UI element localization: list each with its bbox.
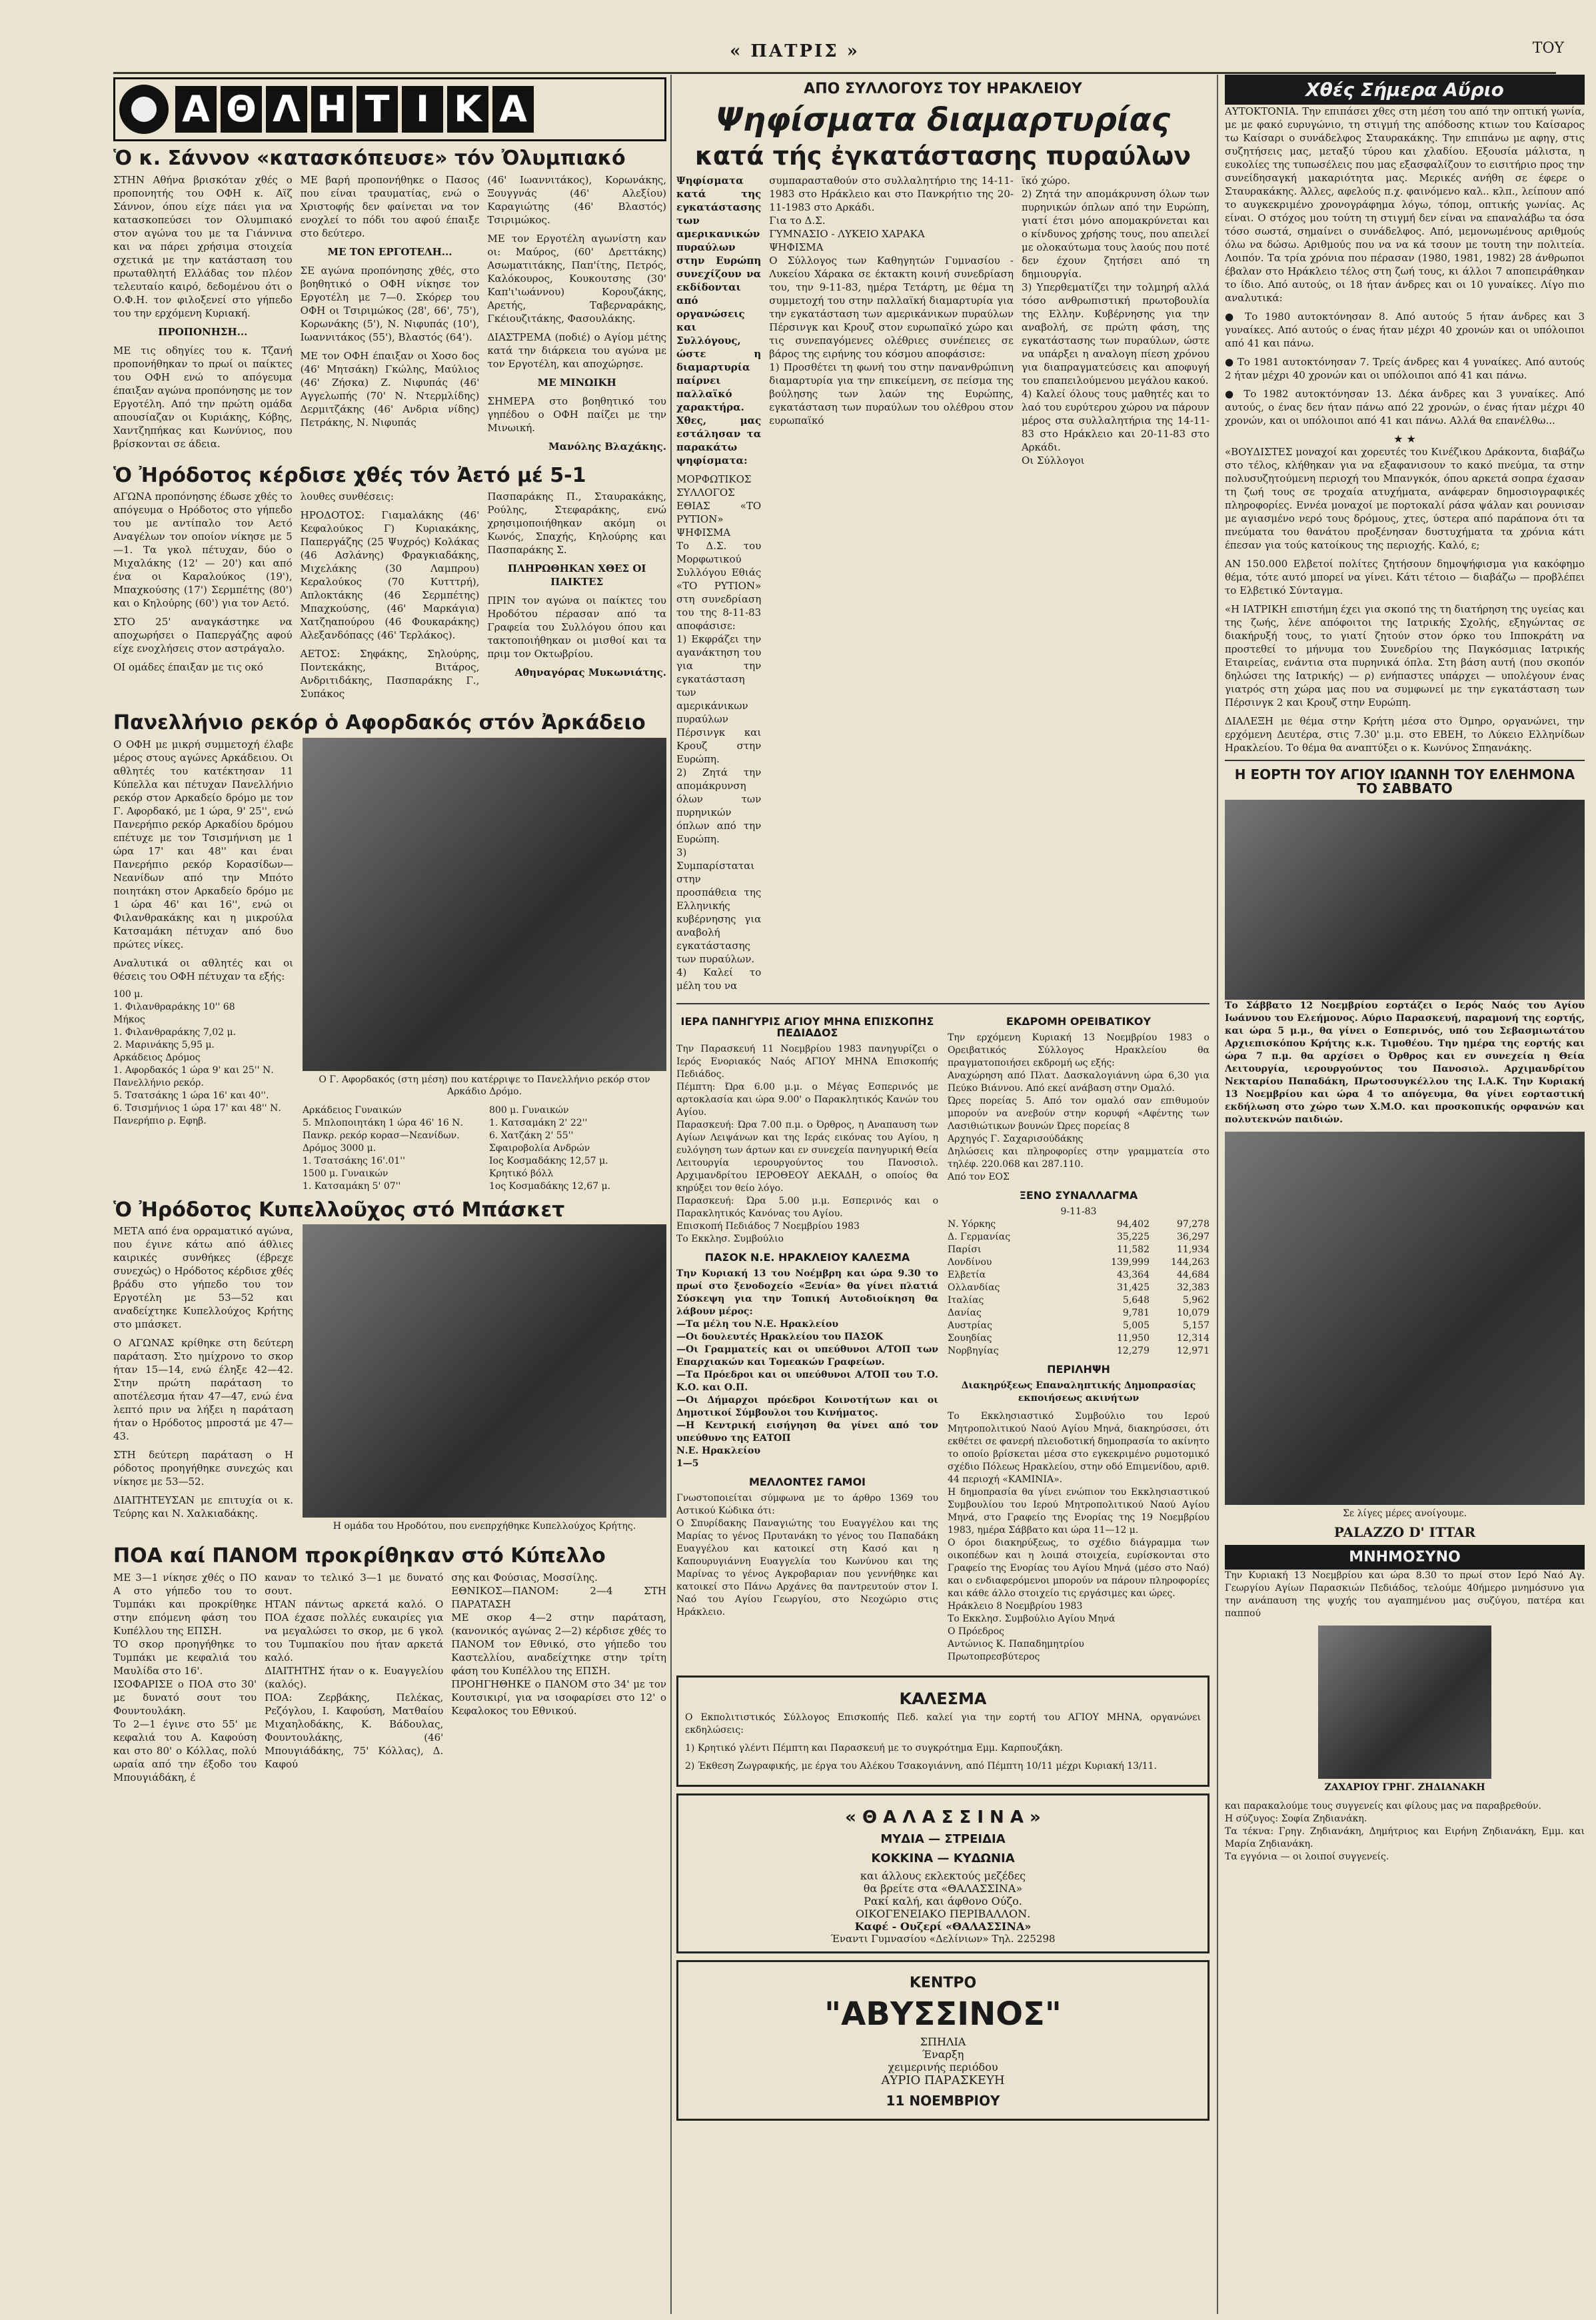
article-body: [113, 738, 666, 1193]
results-list: [489, 1104, 666, 1193]
divider: [676, 1003, 1209, 1004]
exchange-row: [948, 1294, 1209, 1307]
logo-letter: Θ: [221, 86, 262, 133]
article-title: Ὁ Ἠρόδοτος κέρδισε χθές τόν Ἀετό μέ 5-1: [113, 463, 586, 487]
exchange-row: [948, 1345, 1209, 1358]
center-section: [676, 75, 1209, 2314]
paragraph: ΣΤΟ 25' αναγκάστηκε να αποχωρήσει ο Παπεργάζης αφού είχε ενοχλήσεις στον αστράγαλο.: [113, 616, 293, 654]
ad-line: Έναντι Γυμνασίου «Δελίνιων» Τηλ. 225298: [830, 1933, 1056, 1945]
page-number: ΤΟΥ: [1532, 40, 1564, 57]
divider: [1225, 760, 1585, 761]
photo-caption: Η ομάδα του Ηροδότου, που ενεπρχήθηκε Κυπελλούχος Κρήτης.: [333, 1521, 636, 1532]
paragraph: «ΒΟΥΔΙΣΤΕΣ μοναχοί και χορευτές του Κινέζικου Δράκοντα, διαβάζω στο τέλος, κλήθηκαν για να εξαφανισουν το κακό πνεύμα, τα στην πολυσυζητούμενη περιοχή του Μπανγκόκ, όπου αρκετά σοπρα έχασαν τη ζωή τους σε τροχαία ατυχήματα, ανάφεραν δημοσιογραφικές πληροφορίες. Εννέα μοναχοί με πορτοκαλί ράσα ψάλαν και ρουνισαν με αγιασμένο νερό τους δρόμους, χτες, ύστερα από παράπονα ότι τα πνεύματα του θανάτου προξένησαν δυστυχήματα τα χρόνια κάτι έπεσαν για τούς κατοίκους της περιοχής. Καλό, ε;: [1225, 446, 1585, 551]
buy-rate: 31,425: [1117, 1282, 1150, 1293]
section-title: ΜΝΗΜΟΣΥΝΟ: [1225, 1545, 1585, 1570]
paragraph: ΜΕ τις οδηγίες του κ. Τζανή προπονήθηκαν το πρωί οι παίκτες του ΟΦΗ ενώ το απόγευμα έπαιξαν αγώνα προπόνησης με τον Εργοτέλη. Από την πρώτη ομάδα απουσίαζαν οι Κυριάκης, Κόβης, Χαντζηπήκας και Κωνύνιος, που βρίσκονται σε άδεια.: [113, 344, 293, 450]
masthead: « ΠΑΤΡΙΣ »: [730, 41, 860, 61]
exchange-row: [948, 1231, 1209, 1244]
exchange-row: [948, 1269, 1209, 1282]
football-icon: [119, 85, 169, 134]
result-line: 6. Τσισμήνιος 1 ώρα 17' και 48'' Ν. Πανερήπιο ρ. Εφηβ.: [113, 1102, 281, 1126]
sell-rate: 5,962: [1182, 1294, 1209, 1306]
sell-rate: 144,263: [1171, 1256, 1209, 1268]
paragraph: ΑΝ 150.000 Ελβετοί πολίτες ζητήσουν δημοψήφισμα για κακόφημο θέμα, τότε αυτό μπορεί να γίνει. Κάτι τέτοιο — διαβάζω — προβλέπει το Ελβετικό Σύνταγμα.: [1225, 558, 1585, 596]
ad-text: 2) Έκθεση Ζωγραφικής, με έργα του Αλέκου Τσακογιάννη, από Πέμπτη 10/11 μέχρι Κυριακή 13/11.: [685, 1760, 1158, 1771]
byline: Αθηναγόρας Μυκωνιάτης.: [514, 666, 666, 678]
buy-rate: 5,648: [1122, 1294, 1150, 1306]
sell-rate: 36,297: [1177, 1231, 1209, 1242]
sell-rate: 12,971: [1177, 1345, 1209, 1356]
notice-text: Το Εκκλησιαστικό Συμβούλιο του Ιερού Μητροπολιτικού Ναού Αγίου Μηνά, διακηρύσσει, ότι εκθέτει σε φανερή πλειοδοτική δημοπρασία το ακίνητο το οποίο βρίσκεται μέσα στο εγκεκριμένο ρυμοτομικό σχέδιο Πόλεως Ηρακλείου, στην οδό Επιμενίδου, αριθ. 44 περιοχή «ΚΑΜΙΝΙΑ». Η δημοπρασία θα γίνει ενώπιον του Εκκλησιαστικού Συμβουλίου του Ιερού Μητροπολιτικού Ναού Αγίου Μηνά, στο Γραφείο της Ενορίας της 19 Νοεμβρίου 1983, ημέρα Σάββατο και ώρα 11—12 μ. Ο όροι διακηρύξεως, το σχέδιο διάγραμμα των οικοπέδων και η λοιπά στοιχεία, ευρίσκονται στο Γραφείο της Ενορίας του Αγίου Μηνά (μέσο στο Ναό) και ο ενδιαφερόμενοι μπορούν να πάρουν πληροφορίες και κάθε άλλο στοιχείο τις εργάσιμες και ώρες. Ηράκλειο 8 Νοεμβρίου 1983 Το Εκκλησ. Συμβούλιο Αγίου Μηνά Ο Πρόεδρος Αντώνιος Κ. Παπαδημητρίου Πρωτοπρεσβύτερος: [948, 1410, 1209, 1662]
logo-letter: Λ: [266, 86, 307, 133]
protest-title: Ψηφίσματα διαμαρτυρίας: [715, 101, 1171, 139]
paragraph: ΜΕ βαρή προπονήθηκε ο Πασος που είναι τραυματίας, ενώ ο Χριστοφής δεν φαίνεται να τον ενοχλεί το πόδι του αφού έπαιξε στο δεύτερο.: [300, 173, 480, 239]
ad-line: και άλλους εκλεκτούς μεζέδες: [860, 1869, 1026, 1883]
result-line: Δρόμος 3000 μ.: [303, 1142, 377, 1154]
sports-section: [113, 75, 666, 2314]
buy-rate: 43,364: [1117, 1269, 1150, 1280]
result-line: 1. Κατσαμάκη 5' 07'': [303, 1180, 401, 1192]
result-line: 5. Τσατσάκης 1 ώρα 16' και 40''.: [113, 1090, 269, 1101]
sell-rate: 11,934: [1177, 1244, 1209, 1255]
top-rule: [113, 72, 1556, 74]
ad-line: Ρακί καλή, και άφθονο Ούζο.: [864, 1895, 1022, 1908]
currency-name: Ν. Υόρκης: [948, 1218, 996, 1230]
logo-letter: Α: [175, 86, 217, 133]
column-rule: [1217, 75, 1218, 2314]
result-line: 800 μ. Γυναικών: [489, 1104, 569, 1116]
currency-name: Ολλανδίας: [948, 1282, 1000, 1293]
arch-photo: [1225, 1132, 1585, 1505]
paragraph: ΔΙΑΣΤΡΕΜΑ (ποδιέ) ο Αγίομ μέτης κατά την διάρκεια του αγώνα με τον Εργοτέλη, και αποχώρησε.: [487, 331, 666, 370]
newspaper-page: [13, 0, 1585, 2320]
paragraph: ΜΕ τον ΟΦΗ έπαιξαν οι Χοσο δος (46' Μητσάκη) Γκώλης, Μαύλιος (46' Ζήσκα) Ζ. Νιφυπάς (46' Αγγελωπής (70' Ν. Ντερμλίδης) Δερμιτζάκης (46' Ανδρια νίδης) Πετράκης, Ν. Νιφυπάς: [300, 349, 480, 429]
article-title: Πανελλήνιο ρεκόρ ὁ Αφορδακός στόν Ἀρκάδειο: [113, 711, 646, 734]
paragraph: ● Το 1981 αυτοκτόνησαν 7. Τρείς άνδρες και 4 γυναίκες. Από αυτούς 2 ήταν μέχρι 40 χρονών και οι υπόλοιποι από 41 και πάνω.: [1225, 356, 1585, 381]
paragraph: «Η ΙΑΤΡΙΚΗ επιστήμη έχει για σκοπό της τη διατήρηση της υγείας και της ζωής, λένε απόφοιτοι της Ιατρικής Σχολής, εξηγώντας σε διακήρυξή τους, το γιατί ζητούν στον όρκο του Ιπποκράτη να προστεθεί το μήνυμα του Συνεδρίου της Παγκόσμιας Ιατρικής Εταιρείας, ενάντια στα πυρηνικά όπλα. Στη βάση αυτή (που σκοπόν δηλώσει της Ιατρικής) — ρ) ενήπαστες υπάρχει — υπολέγουν ένας γιατρός στη χώρα μας που να συμφωνεί με την εγκατάσταση των Πέρσινγκ 2 και Κρουζ στην Ευρώπη.: [1225, 603, 1585, 708]
result-line: 2. Μαρινάκης 5,95 μ.: [113, 1039, 215, 1050]
buy-rate: 9,781: [1122, 1307, 1150, 1318]
logo-letter: Η: [311, 86, 353, 133]
paragraph: ΔΙΑΛΕΞΗ με θέμα στην Κρήτη μέσα στο Όμηρο, οργανώνει, την ερχόμενη Δευτέρα, στις 7.30' μ.μ. στο ΕΒΕΗ, το Λύκειο Ελληνίδων Ηρακλείου. Το θέμα θα αναπτύξει ο κ. Κωνύνος Σπηανάκης.: [1225, 715, 1585, 754]
article-body: [113, 490, 666, 706]
exchange-row: [948, 1282, 1209, 1294]
result-line: 1. Αφορδακός 1 ώρα 9' και 25'' Ν. Πανελλήνιο ρεκόρ.: [113, 1064, 274, 1088]
ad-line: 11 ΝΟΕΜΒΡΙΟΥ: [886, 2092, 1000, 2109]
result-line: Αρκάδειος Δρόμος: [113, 1052, 201, 1063]
paragraph: ΜΟΡΦΩΤΙΚΟΣ ΣΥΛΛΟΓΟΣ ΕΘΙΑΣ «ΤΟ ΡΥΤΙΟΝ» ΨΗΦΙΣΜΑ Το Δ.Σ. του Μορφωτικού Συλλόγου Εθιάς «ΤΟ ΡΥΤΙΟΝ» στη συνεδρίαση του της 8-11-83 αποφάσισε: 1) Εκφράζει την αγανάκτηση του για την εγκατάσταση των αμερικάνικων πυραύλων Πέρσινγκ και Κρουζ στην Ευρώπη. 2) Ζητά την απομάκρυνση όλων των πυρηνικών όπλων από την Ευρώπη. 3) Συμπαρίσταται στην προσπάθεια της Ελληνικής κυβέρνησης για αναβολή εγκατάστασης των πυραύλων. 4) Καλεί το μέλη του να: [676, 473, 762, 992]
notice-text: Την ερχόμενη Κυριακή 13 Νοεμβρίου 1983 ο Ορειβατικός Σύλλογος Ηρακλείου θα πραγματοποιήσει εκδρομή ως εξής: Αναχώρηση από Πλατ. Δασκαλογιάννη ώρα 6,30 για Πεύκο Βιάννου. Από εκεί ανάβαση στην Ομαλό. Ώρες πορείας 5. Από τον ομαλό σαν επιθυμούν μπορούν να ανεβούν στην κορυφή «Αφέντης των Λασιθιώτικων βουνών Ώρες πορείας 8 Αρχηγός Γ. Σαχαρισούδάκης Δηλώσεις και πληροφορίες στην γραμματεία στο τηλέφ. 220.068 και 287.110. Από τον ΕΟΣ: [948, 1032, 1209, 1183]
exchange-row: [948, 1332, 1209, 1345]
paragraph: ΑΓΩΝΑ προπόνησης έδωσε χθές το απόγευμα ο Ηρόδοτος στο γήπεδο του με αντίπαλο τον Αετό Αναγέλων τον οποίον νίκησε με 5—1. Τα γκολ πέτυχαν, δύο ο Μιχαλάκης (12' — 20') και από ένα οι Καραλούκος (19'), Μπαχκούσης (17') Σερμπέτης (80') και ο Κηλούρης (60') για τον Αετό.: [113, 491, 293, 609]
subheading: ΠΛΗΡΩΘΗΚΑΝ ΧΘΕΣ ΟΙ ΠΑΙΚΤΕΣ: [507, 563, 646, 588]
result-line: 5. Μπλοποιητάκη 1 ώρα 46' 16 Ν. Πανκρ. ρεκόρ κορασ—Νεανίδων.: [303, 1117, 463, 1141]
team-photo: [303, 1224, 666, 1518]
logo-letter: Α: [492, 86, 534, 133]
sports-logo-letters: [175, 86, 534, 133]
result-line: Σφαιροβολία Ανδρών: [489, 1142, 590, 1154]
ad-title: "ΑΒΥΣΣΙΝΟΣ": [824, 1995, 1062, 2033]
paragraph: ΑΥΤΟΚΤΟΝΙΑ. Την επιπάσει χθες στη μέση του από την οπτική γωνία, με με φακό ευρυγώνιο, τη στιγμή της απόδοσης κτιων του Καίσαρος τω Καίσαρι ο συνάδελφος Σταυρακάκης. Την επιπάνω με αφηγ, στις συζητήσεις μας, μεταξύ τύρου και χλαδίου. Εξουσία μάλιστα, η ευκολίες της τυπωσέλεις που μας εξασφαλίζουν το εισιτήριο προς την συνείδησαγκή μακαριότητα μας. Μερικές ανήθη σε έφερε ο Σταυρακάκης. Άλλες, αφελούς π.χ. φαινόμενο καλ.. κλπ., λείπουν από το αυγκεκριμένο χρονογράφημα λόγω, τόπομ, οπτικής γωνίας. Ας είναι. Ο στόχος μου τούτη τη στιγμή δεν είναι να επαναλάβω τα όσα τόσο σωστά, σημαίνει ο συνάδελφος. Από, μεμονωμένους αριθμούς όλω να δώσω. Αριθμούς που να να κά τσουν με τουτη την πολιτεία. Λοιπόν. Τα τρία χρόνια που πέρασαν (1980, 1981, 1982) 28 άνθρωποι έβαλαν στο Ηράκλειο τέλος στη ζωή τους, κι άλλοι 7 αποπειράθηκαν το ίδιο. Από αυτούς, οι 18 ήταν άνδρες και οι 10 γυναίκες. Λίγο πιο αναλυτικά:: [1225, 105, 1585, 304]
paragraph: καναν το τελικό 3—1 με δυνατό σουτ. ΗΤΑΝ πάντως αρκετά καλό. Ο ΠΟΑ έχασε πολλές ευκαιρίες για να μεγαλώσει το σκορ, με 6 γκολ του Τυμπακίου που ήταν αρκετά καλό. ΔΙΑΙΤΗΤΗΣ ήταν ο κ. Ευαγγελίου (καλός). ΠΟΑ: Ζερβάκης, Πελέκας, Ρεζόγλου, Ι. Καφούση, Ματθαίου Μιχαηλοδάκης, Κ. Βάδουλας, Φουντουλάκης, (46' Μπουγιάδάκης, 75' Κόλλας), Δ. Καφού: [265, 1571, 444, 1770]
paragraph: ΣΤΗΝ Αθήνα βρισκόταν χθές ο προπονητής του ΟΦΗ κ. Αϊζ Σάννον, όπου είχε πάει για να κατασκοπεύσει τον Ολυμπιακό στον αγώνα του με τα Γιάννινα και να πάρει χρήσιμα στοιχεία σχετικά με την κατάσταση του πρωταθλητή Ελλάδας τον πλέον τελευταίο καιρό, δεδομένου ότι ο Ο.Φ.Η. τον φιλοξενεί στο γήπεδο του την ερχόμενη Κυριακή.: [113, 173, 293, 319]
result-line: 6. Χατζάκη 2' 55'': [489, 1130, 574, 1141]
kicker: ΑΠΟ ΣΥΛΛΟΓΟΥΣ ΤΟΥ ΗΡΑΚΛΕΙΟΥ: [804, 81, 1082, 97]
notice-title: ΠΑΣΟΚ Ν.Ε. ΗΡΑΚΛΕΙΟΥ ΚΑΛΕΣΜΑ: [704, 1250, 910, 1264]
ad-line: ΜΥΔΙΑ — ΣΤΡΕΙΔΙΑ: [880, 1832, 1006, 1847]
paragraph: Την Κυριακή 13 Νοεμβρίου και ώρα 8.30 το πρωί στον Ιερό Ναό Αγ. Γεωργίου Αγίων Παρασκιών Πεδιάδος, τελούμε 40ήμερο μνημόσυνο για την ανάπαυση της ψυχής του αγαπημένου μας συζύγου, πατέρα και παππού: [1225, 1570, 1585, 1619]
paragraph: ΣΗΜΕΡΑ στο βοηθητικό του γηπέδου ο ΟΦΗ παίζει με την Μινωική.: [487, 395, 666, 434]
article-title: Ὁ Ἠρόδοτος Κυπελλοῦχος στό Μπάσκετ: [113, 1198, 565, 1222]
article-body: [113, 173, 666, 459]
ad-line: ΣΠΗΛΙΑ: [920, 2035, 966, 2048]
exchange-row: [948, 1218, 1209, 1231]
currency-name: Σουηδίας: [948, 1332, 992, 1344]
photo-caption: PALAZZO D' ITTAR: [1333, 1524, 1476, 1540]
paragraph: ΜΕ τον Εργοτέλη αγωνίστη καν οι: Μαύρος, (60' Δρεττάκης) Ασωματιτάκης, Παπ'ίτης, Πετρός, Καλόκουρος, Κουκουτσης (30' Καπ'ι'ιωάννου) Κορουζάκης, Αρετής, Ταβερναράκης, Γκέιουζιτάκης, Φασουλάκης.: [487, 232, 666, 325]
column-banner: Χθές Σήμερα Αὔριο: [1225, 75, 1585, 105]
notice-title: ΙΕΡΑ ΠΑΝΗΓΥΡΙΣ ΑΓΙΟΥ ΜΗΝΑ ΕΠΙΣΚΟΠΗΣ ΠΕΔΙΑΔΟΣ: [680, 1015, 934, 1040]
ad-title: « Θ Α Λ Α Σ Σ Ι Ν Α »: [845, 1807, 1041, 1827]
paragraph: ΗΡΟΔΟΤΟΣ: Γιαμαλάκης (46' Κεφαλούκος Γ) Κυριακάκης, Παπεργάζης (25 Ψυχρός) Κολάκας (46 Ασλάνης) Φραγκιαδάκης, Μιχελάκης (30 Λαμπρου) Κεραλούκος (70 Κυτττρή), Απλοκτάκης (46 Σερμπέτης) Μπαχκούσης, (46' Μαρκάγια) Χατζηαπούρου (46 Φουκαράκης) Αλεξανδόπαςς (46' Τερλάκος).: [300, 509, 480, 641]
exchange-table: [948, 1218, 1209, 1358]
sell-rate: 10,079: [1177, 1307, 1209, 1318]
sell-rate: 97,278: [1177, 1218, 1209, 1230]
exchange-row: [948, 1256, 1209, 1269]
currency-name: Παρίσι: [948, 1244, 982, 1255]
paragraph: ΜΕΤΑ από ένα ορραματικό αγώνα, που έγινε κάτω από άθλιες καιρικές συνθήκες (έβρεχε συνεχώς) ο Ηρόδοτος κέρδισε χθές βράδυ στο γήπεδο του τον Εργοτέλη με 53—52 και αναδείχτηκε Κυπελλούχος Κρήτης στο μπάσκετ.: [113, 1225, 293, 1330]
ad-text: 1) Κρητικό γλέντι Πέμπτη και Παρασκευή με το συγκρότημα Εμμ. Καρπουζάκη.: [685, 1742, 1063, 1753]
results-list: [113, 988, 293, 1128]
church-photo: [1225, 800, 1585, 1000]
ad-line: χειμερινής περιόδου: [888, 2060, 998, 2073]
paragraph: ● Το 1980 αυτοκτόνησαν 8. Από αυτούς 5 ήταν άνδρες και 3 γυναίκες. Από αυτούς ο ένας ήταν μέχρι 40 χρονών και οι υπόλοιποι από 41 και πάνω.: [1225, 311, 1585, 349]
sell-rate: 12,314: [1177, 1332, 1209, 1344]
paragraph: ΣΕ αγώνα προπόνησης χθές, στο βοηθητικό ο ΟΦΗ νίκησε τον Εργοτέλη με 7—0. Σκόρερ του ΟΦΗ οι Τσιριμώκος (28', 66', 75'), Κορωνάκης (5'), Ν. Νιφυπάς (10'), Ιωαννιτάκος (55'), Βλαστός (64').: [300, 264, 480, 343]
notice-title: ΜΕΛΛΟΝΤΕΣ ΓΑΜΟΙ: [748, 1475, 866, 1488]
logo-letter: Κ: [447, 86, 488, 133]
result-line: 1. Φιλανθραράκης 7,02 μ.: [113, 1026, 237, 1038]
portrait-photo: [1318, 1626, 1491, 1779]
subheading: ΜΕ ΤΟΝ ΕΡΓΟΤΕΛΗ...: [327, 245, 452, 258]
ad-line: Έναρξη: [922, 2047, 964, 2061]
exchange-date: 9-11-83: [1060, 1206, 1097, 1217]
logo-letter: Ι: [402, 86, 443, 133]
paragraph: (46' Ιωαννιτάκος), Κορωνάκης, Ξουγγνάς (46' Αλεξίου) Καραγιώτης (46' Βλαστός) Τσιριμώκος.: [487, 173, 666, 226]
ad-line: θα βρείτε στα «ΘΑΛΑΣΣΙΝΑ»: [863, 1882, 1023, 1895]
article-body: [113, 1571, 666, 1789]
results-list: [303, 1104, 480, 1193]
exchange-row: [948, 1244, 1209, 1256]
result-line: Κρητικό βόλλ: [489, 1168, 554, 1179]
paragraph: λουθες συνθέσεις:: [300, 491, 394, 503]
paragraph: ΣΤΗ δεύτερη παράταση ο Η ρόδοτος προηγήθηκε συνεχώς και νίκησε με 53—52.: [113, 1449, 293, 1488]
notice-subtitle: Διακηρύξεως Επαναληπτικής Δημοπρασίας εκποιήσεως ακινήτων: [961, 1380, 1196, 1404]
article-title: Ὁ κ. Σάννον «κατασκόπευσε» τόν Ὀλυμπιακό: [113, 147, 626, 170]
sell-rate: 5,157: [1182, 1320, 1209, 1331]
currency-name: Νορβηγίας: [948, 1345, 999, 1356]
result-line: 1500 μ. Γυναικών: [303, 1168, 389, 1179]
paragraph: ΑΕΤΟΣ: Σηφάκης, Σηλούρης, Ποντεκάκης, Βιτάρος, Ανδριτιδάκης, Πασπαράκης Γ., Συπάκος: [300, 648, 480, 700]
paragraph: ΜΕ 3—1 νίκησε χθές ο ΠΟ Α στο γήπεδο του το Τυμπάκι και προκρίθηκε στην επόμενη φάση του Κυπέλλου της ΕΠΣΗ. ΤΟ σκορ προηγήθηκε το Τυμπάκι με κεφαλιά του Μαυλίδα στο 16'. ΙΣΟΦΑΡΙΣΕ ο ΠΟΑ στο 30' με δυνατό σουτ του Φουντουλάκη. Το 2—1 έγινε στο 55' με κεφαλιά του Α. Καφούση και στο 80' ο Κόλλας, πολύ ωραία από την έξοδο του Μπουγιάδάκη, έ: [113, 1571, 257, 1783]
paragraph: Το Σάββατο 12 Νοεμβρίου εορτάζει ο Ιερός Ναός του Αγίου Ιωάννου του Ελεήμονος. Αύριο Παρασκευή, παραμονή της εορτής, και ώρα 5 μ.μ., θα γίνει ο Εσπερινός, υπό του Σεβασμιωτάτου Αρχιεπισκόπου Κρήτης κ.κ. Τιμοθέου. Την ημέρα της εορτής και ώρα 7 π.μ. θα αρχίσει ο Όρθρος και εν συνεχεία η Θεία Λειτουργία, ιερουργούντος του Πανοσιολ. Αρχιμανδρίτου Νεκταρίου Παπαδάκη, Πρωτοσυγκέλλου της Ι.Α.Κ. Την Κυριακή 13 Νοεμβρίου και ώρα 4 το απόγευμα, θα γίνει εορταστική εκδήλωση στο χώρο των Χ.Μ.Ο. και προσκοπικής ορφανών και πολυτεκνών παιδιών.: [1225, 1000, 1585, 1125]
currency-name: Αυστρίας: [948, 1320, 992, 1331]
paragraph: ΔΙΑΙΤΗΤΕΥΣΑΝ με επιτυχία οι κ. Τεύρης και Ν. Χαλκιαδάκης.: [113, 1494, 293, 1520]
result-line: 1. Τσατσάκης 16'.01'': [303, 1155, 405, 1166]
separator-stars: ★ ★: [1393, 433, 1416, 445]
byline: Μανόλης Βλαχάκης.: [548, 440, 666, 453]
buy-rate: 12,279: [1117, 1345, 1150, 1356]
result-line: 1. Φιλανθραράκης 10'' 68: [113, 1001, 235, 1012]
article-title: Η ΕΟΡΤΗ ΤΟΥ ΑΓΙΟΥ ΙΩΑΝΝΗ ΤΟΥ ΕΛΕΗΜΟΝΑ ΤΟ ΣΑΒΒΑΤΟ: [1234, 766, 1575, 796]
kalesma-ad: [676, 1676, 1209, 1787]
protest-subtitle: κατά τής ἐγκατάστασης πυραύλων: [694, 141, 1192, 171]
column-rule: [670, 75, 672, 2314]
thalassina-ad: [676, 1793, 1209, 1953]
ad-line: Καφέ - Ουζερί «ΘΑΛΑΣΣΙΝΑ»: [854, 1920, 1032, 1933]
exchange-title: ΞΕΝΟ ΣΥΝΑΛΛΑΓΜΑ: [1019, 1189, 1138, 1202]
buy-rate: 139,999: [1111, 1256, 1150, 1268]
ad-text: Ο Εκπολιτιστικός Σύλλογος Επισκοπής Πεδ. καλεί για την εορτή του ΑΓΙΟΥ ΜΗΝΑ, οργανώνει εκδηλώσεις:: [685, 1712, 1201, 1736]
currency-name: Λονδίνου: [948, 1256, 992, 1268]
paragraph: συμπαρασταθούν στο συλλαλητήριο της 14-11-1983 στο Ηράκλειο και στο Πανκρήτιο της 20-11-1983 στο Αρκάδι. Για το Δ.Σ. ΓΥΜΝΑΣΙΟ - ΛΥΚΕΙΟ ΧΑΡΑΚΑ ΨΗΦΙΣΜΑ Ο Σύλλογος των Καθηγητών Γυμνασίου - Λυκείου Χάρακα σε έκτακτη κοινή συνεδρίαση του, την 9-11-83, ημέρα Τετάρτη, με θέμα τη συμμετοχή του στην παλλαϊκή διαμαρτυρία για την εγκατάσταση των αμερικάνικων πυραύλων Πέρσινγκ και Κρουζ στον ευρωπαϊκό χώρο και τις συνεπαγόμενες ολέθριες συνέπειες σε βάρος της ειρήνης του κόσμου αποφάσισε: 1) Προσθέτει τη φωνή του στην πανανθρώπινη διαμαρτυρία για την επικείμενη, σε πείσμα της βούλησης των λαών της Ευρώπης, εγκατάσταση των πυραύλων του ολέθρου στον ευρωπαϊκό: [769, 175, 1014, 427]
buy-rate: 11,582: [1117, 1244, 1150, 1255]
notice-text: Την Παρασκευή 11 Νοεμβρίου 1983 πανηγυρίζει ο Ιερός Ενοριακός Ναός ΑΓΙΟΥ ΜΗΝΑ Επισκοπής Πεδιάδος. Πέμπτη: Ώρα 6.00 μ.μ. ο Μέγας Εσπερινός με αρτοκλασία και ώρα 9.00' ο Παρακλητικός Κανών του Αγίου. Παρασκευή: Ώρα 7.00 π.μ. ο Όρθρος, η Αναπαυση των Αγίων Λειψάνων και της Ιεράς εικόνας του Αγίου, η ευλόγηση των άρτων και εν συνεχεία πανηγυρική Θεία Λειτουργία ιερουργούντος του Πανοσιολ. Αρχιμανδρίτου ΙΕΡΟΘΕΟΥ ΑΕΚΑΔΗ, ο οποίος θα κηρύξει τον θείο λόγο. Παρασκευή: Ώρα 5.00 μ.μ. Εσπερινός και ο Παρακλητικός Κανόνας του Αγίου. Επισκοπή Πεδιάδος 7 Νοεμβρίου 1983 Το Εκκλησ. Συμβούλιο: [676, 1043, 938, 1244]
sports-logo: [113, 77, 666, 141]
currency-name: Ελβετία: [948, 1269, 986, 1280]
ad-title: ΚΑΛΕΣΜΑ: [899, 1689, 987, 1708]
avyssinos-ad: [676, 1960, 1209, 2120]
subheading: ΜΕ ΜΙΝΩΙΚΗ: [537, 376, 616, 389]
photo-caption: Ο Γ. Αφορδακός (στη μέση) που κατέρριψε το Πανελλήνιο ρεκόρ στον Αρκάδιο Δρόμο.: [319, 1074, 650, 1097]
protest-body: [676, 174, 1209, 998]
currency-name: Δ. Γερμανίας: [948, 1231, 1011, 1242]
sell-rate: 44,684: [1177, 1269, 1209, 1280]
currency-name: Ιταλίας: [948, 1294, 984, 1306]
notice-title: ΕΚΔΡΟΜΗ ΟΡΕΙΒΑΤΙΚΟΥ: [1006, 1015, 1152, 1028]
exchange-row: [948, 1320, 1209, 1332]
photo-caption: Σε λίγες μέρες ανοίγουμε.: [1343, 1508, 1467, 1519]
buy-rate: 94,402: [1117, 1218, 1150, 1230]
paragraph: ΠΡΙΝ τον αγώνα οι παίκτες του Ηροδότου πέρασαν από τα Γραφεία του Συλλόγου όπου και τακτοποιήθηκαν οι μισθοί και τα πριμ τον Οκτωβρίου.: [487, 594, 666, 660]
lead-paragraph: Ψηφίσματα κατά της εγκατάστασης των αμερικανικών πυραύλων στην Ευρώπη συνεχίζουν να εκδίδονται από οργανώσεις και Συλλόγους, ώστε η διαμαρτυρία παίρνει παλλαϊκό χαρακτήρα. Χθες, μας εστάλησαν τα παρακάτω ψηφίσματα:: [676, 175, 762, 467]
paragraph: Ο ΑΓΩΝΑΣ κρίθηκε στη δεύτερη παράταση. Στο ημίχρονο το σκορ ήταν 15—14, ενώ έληξε 42—42. Στην πρώτη παράταση το αποτέλεσμα ήταν 47—47, ενώ ένα λεπτό πριν να λήξει η παράταση ήταν ο Ηρόδοτος μπροστά με 47—43.: [113, 1337, 293, 1442]
notice-text: Γνωστοποιείται σύμφωνα με το άρθρο 1369 του Αστικού Κώδικα ότι: Ο Σπυρίδακης Παναγιώτης του Ευαγγέλου και της Μαρίας το γένος Πρυτανάκη το γένος του Παπαδάκη Ευαγγέλου και κατοικεί στη Κασό και η Καπουρυγιάννη Ευαγγελία του Κωνύνου και της Μαρίνας το γένος Αγκροβαριαν που γεννήθηκε και κατοικεί στο Πάνω Αρχάνες θα παντρευτούν στον Ι. Ναό του Αγίου Γεωργίου, στο Νεοχώριο στις Ηράκλειο.: [676, 1492, 938, 1618]
buy-rate: 5,005: [1122, 1320, 1150, 1331]
paragraph: Αναλυτικά οι αθλητές και οι θέσεις του ΟΦΗ πέτυχαν τα εξής:: [113, 956, 293, 982]
sell-rate: 32,383: [1177, 1282, 1209, 1293]
article-body: [113, 1224, 666, 1539]
buy-rate: 35,225: [1117, 1231, 1150, 1242]
notices: [676, 1010, 1209, 1668]
currency-name: Δανίας: [948, 1307, 982, 1318]
exchange-row: [948, 1307, 1209, 1320]
paragraph: σης και Φούσιας, Μοσσίλης. ΕΘΝΙΚΟΣ—ΠΑΝΟΜ: 2—4 ΣΤΗ ΠΑΡΑΤΑΣΗ ΜΕ σκορ 4—2 στην παράταση, (κανονικός αγώνας 2—2) κέρδισε χθές το ΠΑΝΟΜ τον Εθνικό, στο γήπεδο του Καστελλίου, αναδείχτηκε στην τρίτη φάση του Κυπέλλου της ΕΠΣΗ. ΠΡΟΗΓΗΘΗΚΕ ο ΠΑΝΟΜ στο 34' με τον Κουτσικιρί, για να ισοφαρίσει στο 12' ο Κεφαλοκος του Εθνικού.: [451, 1571, 666, 1717]
paragraph: ΟΙ ομάδες έπαιξαν με τις οκό: [113, 661, 263, 673]
ad-line: ΑΥΡΙΟ ΠΑΡΑΣΚΕΥΗ: [881, 2073, 1005, 2087]
paragraph: Πασπαράκης Π., Σταυρακάκης, Ρούλης, Στεφαράκης, ενώ χρησιμοποιήθηκαν ακόμη οι Κωνός, Σπαχής, Κηλούρης και Πασπαράκης Σ.: [487, 491, 666, 556]
notice-title: ΠΕΡΙΛΗΨΗ: [1047, 1362, 1110, 1376]
photo-caption: ΖΑΧΑΡΙΟΥ ΓΡΗΓ. ΖΗΔΙΑΝΑΚΗ: [1324, 1782, 1485, 1793]
ad-line: ΟΙΚΟΓΕΝΕΙΑΚΟ ΠΕΡΙΒΑΛΛΟΝ.: [855, 1907, 1031, 1921]
paragraph: ● Το 1982 αυτοκτόνησαν 13. Δέκα άνδρες και 3 γυναίκες. Από αυτούς, ο ένας δεν ήταν πάνω από 22 χρονών, ο ένας ήταν μέχρι 40 χρονών, και οι υπόλοιποι από 41 και πάνω. Αλλά θα επανέλθω...: [1225, 388, 1585, 427]
result-line: 100 μ.: [113, 988, 143, 1000]
runner-photo: [303, 738, 666, 1071]
result-line: 1ος Κοσμαδάκης 12,67 μ.: [489, 1180, 611, 1192]
logo-letter: Τ: [357, 86, 398, 133]
notice-text: Την Κυριακή 13 του Νοέμβρη και ώρα 9.30 το πρωί στο ξενοδοχείο «Ξενία» θα γίνει πλατιά Σύσκεψη για την Τοπική Αυτοδιοίκηση θα λάβουν μέρος: —Τα μέλη του Ν.Ε. Ηρακλείου —Οι δουλευτές Ηρακλείου του ΠΑΣΟΚ —Οι Γραμματείς και οι υπεύθυνοι Α/ΤΟΠ των Επαρχιακών και Τομεακών Γραφείων. —Τα Πρόεδροι και οι υπεύθυνοι Α/ΤΟΠ του Τ.Ο. Κ.Ο. και Ο.Π. —Οι Δήμαρχοι πρόεδροι Κοινοτήτων και οι Δημοτικοί Σύμβουλοι του Κινήματος. —Η Κεντρική εισήγηση θα γίνει από τον υπεύθυνο της ΕΑΤΟΠ Ν.Ε. Ηρακλείου 1—5: [676, 1268, 938, 1469]
paragraph: και παρακαλούμε τους συγγενείς και φίλους μας να παραβρεθούν. Η σύζυγος: Σοφία Ζηδιανάκη. Τα τέκνα: Γρηγ. Ζηδιανάκη, Δημήτριος και Ειρήνη Ζηδιανάκη, Εμμ. και Μαρία Ζηδιανάκη. Τα εγγόνια — οι λοιποί συγγενείς.: [1225, 1801, 1585, 1862]
result-line: Αρκάδειος Γυναικών: [303, 1104, 402, 1116]
ad-line: ΚΕΝΤΡΟ: [909, 1975, 977, 1992]
article-title: ΠΟΑ καί ΠΑΝΟΜ προκρίθηκαν στό Κύπελλο: [113, 1544, 606, 1568]
result-line: 1. Κατσαμάκη 2' 22'': [489, 1117, 588, 1128]
paragraph: Ο ΟΦΗ με μικρή συμμετοχή έλαβε μέρος στους αγώνες Αρκάδειου. Οι αθλητές του κατέκτησαν 11 Κύπελλα και πέτυχαν Πανελλήνιο ρεκόρ στον Αρκαδείο δρόμο με τον Γ. Αφορδακό, με 1 ώρα, 9' 25'', ενώ Πανερήπιο ρεκόρ Αρκαδίου δρόμου επέτυχε με τον Τσισμήνιση με 1 ώρα 17' και 48'' και έναι Πανερήπιο ρεκόρ Κορασίδων—Νεανίδων από την Μπότο ποιητάκη στον Αρκαδείο δρόμο με 1 ώρα 46' και 16'', ενώ οι Φιλανθρακάκης και η μικρούλα Κατσαμάκη πέτυχαν από δυο πρώτες νίκες.: [113, 738, 293, 950]
result-line: Ιος Κοσμαδάκης 12,57 μ.: [489, 1155, 608, 1166]
subheading: ΠΡΟΠΟΝΗΣΗ...: [158, 325, 248, 338]
ad-line: ΚΟΚΚΙΝΑ — ΚΥΔΩΝΙΑ: [871, 1851, 1015, 1866]
buy-rate: 11,950: [1117, 1332, 1150, 1344]
result-line: Μήκος: [113, 1014, 145, 1025]
right-section: [1225, 75, 1585, 2314]
paragraph: ϊκό χώρο. 2) Ζητά την απομάκρυνση όλων των πυρηνικών όπλων από την Ευρώπη, γιατί έτσι μόνο απομακρύνεται και ο κίνδυνος χρήσης τους, που απειλεί με ολοκαύτωμα τους λαούς που ποτέ δεν έχουν ζητήσει από τη δημιουργία. 3) Υπερθεματίζει την τολμηρή αλλά τόσο ανθρωπιστική πρωτοβουλία της Ελλην. Κυβέρνησης για την αναβολή, σε πρώτη φάση, της εγκατάστασης των πυραύλων, ώστε να υπάρξει η αναλογη πίεση χρόνου για διαπραγματεύσεις και αποφυγή του επαπειλούμενου μεγάλου κακού. 4) Καλεί όλους τους μαθητές και το λαό του ευρύτερου χώρου να πάρουν μέρος στα συλλαλητήρια της 14-11-83 στο Ηράκλειο και 20-11-83 στο Αρκάδι. Οι Σύλλογοι: [1021, 175, 1209, 467]
